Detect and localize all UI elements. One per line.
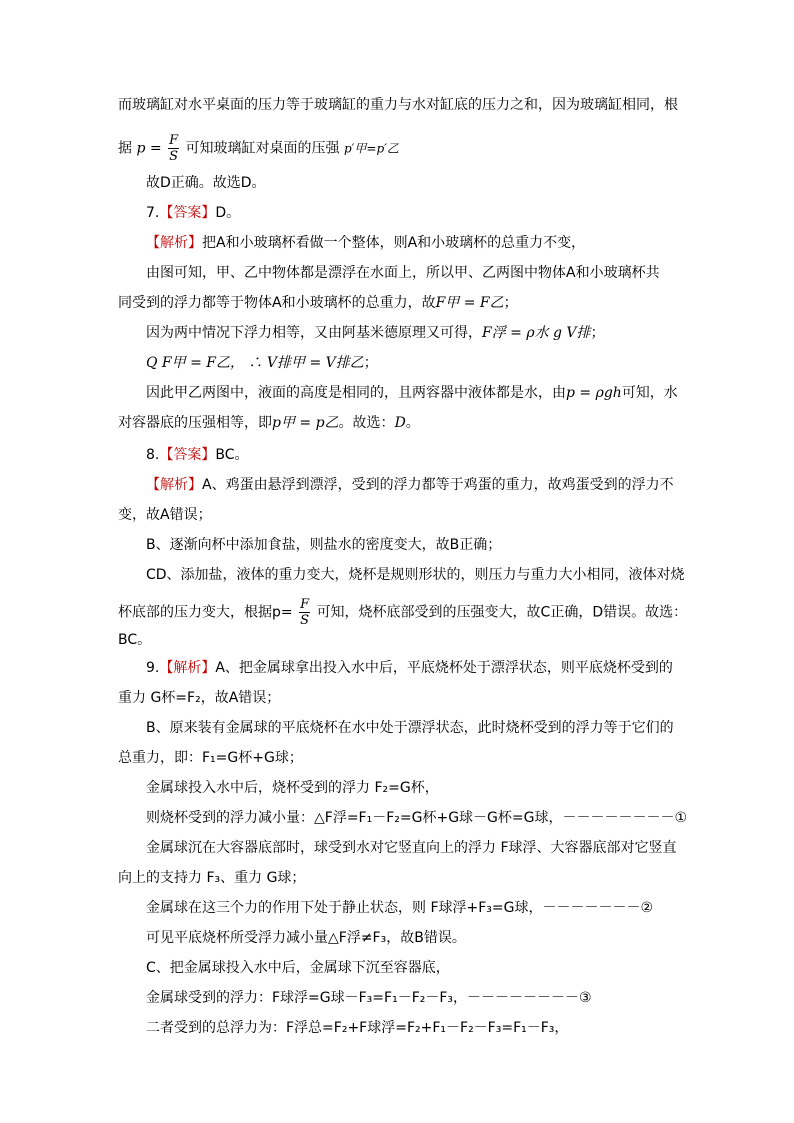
- text-line: 故D正确。故选D。: [146, 175, 266, 191]
- text-line: B、原来装有金属球的平底烧杯在水中处于漂浮状态，此时烧杯受到的浮力等于它们的: [146, 720, 674, 736]
- text-line: 总重力，即：F₁=G杯+G球；: [118, 750, 303, 766]
- text-line: 因为两中情况下浮力相等，又由阿基米德原理又可得，F浮 = ρ水 g V排；: [146, 325, 605, 341]
- analysis-line: 【解析】把A和小玻璃杯看做一个整体，则A和小玻璃杯的总重力不变，: [146, 235, 586, 251]
- text-line: 据 p = $\frac{F}{S}$ 可知玻璃缸对桌面的压强 p′甲=p′乙: [118, 133, 399, 164]
- analysis-tag: 【解析】: [146, 235, 202, 251]
- fraction: $\frac{F}{S}$: [169, 133, 179, 164]
- text-line: 变，故A错误；: [118, 507, 212, 523]
- text-line: C、把金属球投入水中后，金属球下沉至容器底，: [146, 960, 450, 976]
- answer-tag: 【答案】: [159, 447, 216, 463]
- text-line: CD、添加盐，液体的重力变大，烧杯是规则形状的，则压力与重力大小相同，液体对烧: [146, 567, 685, 583]
- answer-tag: 【答案】: [159, 205, 216, 221]
- fraction: $\frac{F}{S}$: [300, 597, 310, 628]
- text-line: 杯底部的压力变大，根据p= $\frac{F}{S}$ 可知，烧杯底部受到的压强变大，故C正确，D错误。故选：: [118, 597, 688, 628]
- analysis-tag: 【解析】: [146, 477, 202, 493]
- text-line: 则烧杯受到的浮力减小量：△F浮=F₁－F₂=G杯+G球－G杯=G球，－－－－－－－－①: [146, 810, 688, 826]
- text-line: 对容器底的压强相等，即p甲 = p乙。故选：D。: [118, 415, 420, 431]
- text-line: 由图可知，甲、乙中物体都是漂浮在水面上，所以甲、乙两图中物体A和小玻璃杯共: [146, 265, 660, 281]
- answer-line: 8.【答案】BC。: [146, 447, 249, 463]
- text-line: 金属球受到的浮力：F球浮=G球－F₃=F₁－F₂－F₃，－－－－－－－－③: [146, 990, 592, 1006]
- text-line: B、逐渐向杯中添加食盐，则盐水的密度变大，故B正确；: [146, 537, 502, 553]
- analysis-line: 【解析】A、鸡蛋由悬浮到漂浮，受到的浮力都等于鸡蛋的重力，故鸡蛋受到的浮力不: [146, 477, 674, 493]
- answer-line: 7.【答案】D。: [146, 205, 241, 221]
- text-line: 向上的支持力 F₃、重力 G球；: [118, 870, 306, 886]
- analysis-tag: 【解析】: [159, 660, 216, 676]
- text-line: 金属球沉在大容器底部时，球受到水对它竖直向上的浮力 F球浮、大容器底部对它竖直: [146, 840, 677, 856]
- text-line: 重力 G杯=F₂，故A错误；: [118, 690, 281, 706]
- text-line: 因此甲乙两图中，液面的高度是相同的，且两容器中液体都是水，由p = ρgh可知，水: [146, 385, 678, 401]
- text-line: BC。: [118, 632, 152, 648]
- text-line: 金属球在这三个力的作用下处于静止状态，则 F球浮+F₃=G球，－－－－－－－②: [146, 900, 654, 916]
- text-line: 二者受到的总浮力为：F浮总=F₂+F球浮=F₂+F₁－F₂－F₃=F₁－F₃，: [146, 1020, 569, 1036]
- text-line: 同受到的浮力都等于物体A和小玻璃杯的总重力，故F甲 = F乙；: [118, 295, 518, 311]
- analysis-line: 9.【解析】A、把金属球拿出投入水中后，平底烧杯处于漂浮状态，则平底烧杯受到的: [146, 660, 673, 676]
- text-line: 可见平底烧杯所受浮力减小量△F浮≠F₃，故B错误。: [146, 930, 466, 946]
- text-line: Q F甲 = F乙， ∴ V排甲 = V排乙；: [146, 355, 378, 371]
- text-line: 而玻璃缸对水平桌面的压力等于玻璃缸的重力与水对缸底的压力之和，因为玻璃缸相同，根: [118, 97, 678, 113]
- text-line: 金属球投入水中后，烧杯受到的浮力 F₂=G杯，: [146, 780, 439, 796]
